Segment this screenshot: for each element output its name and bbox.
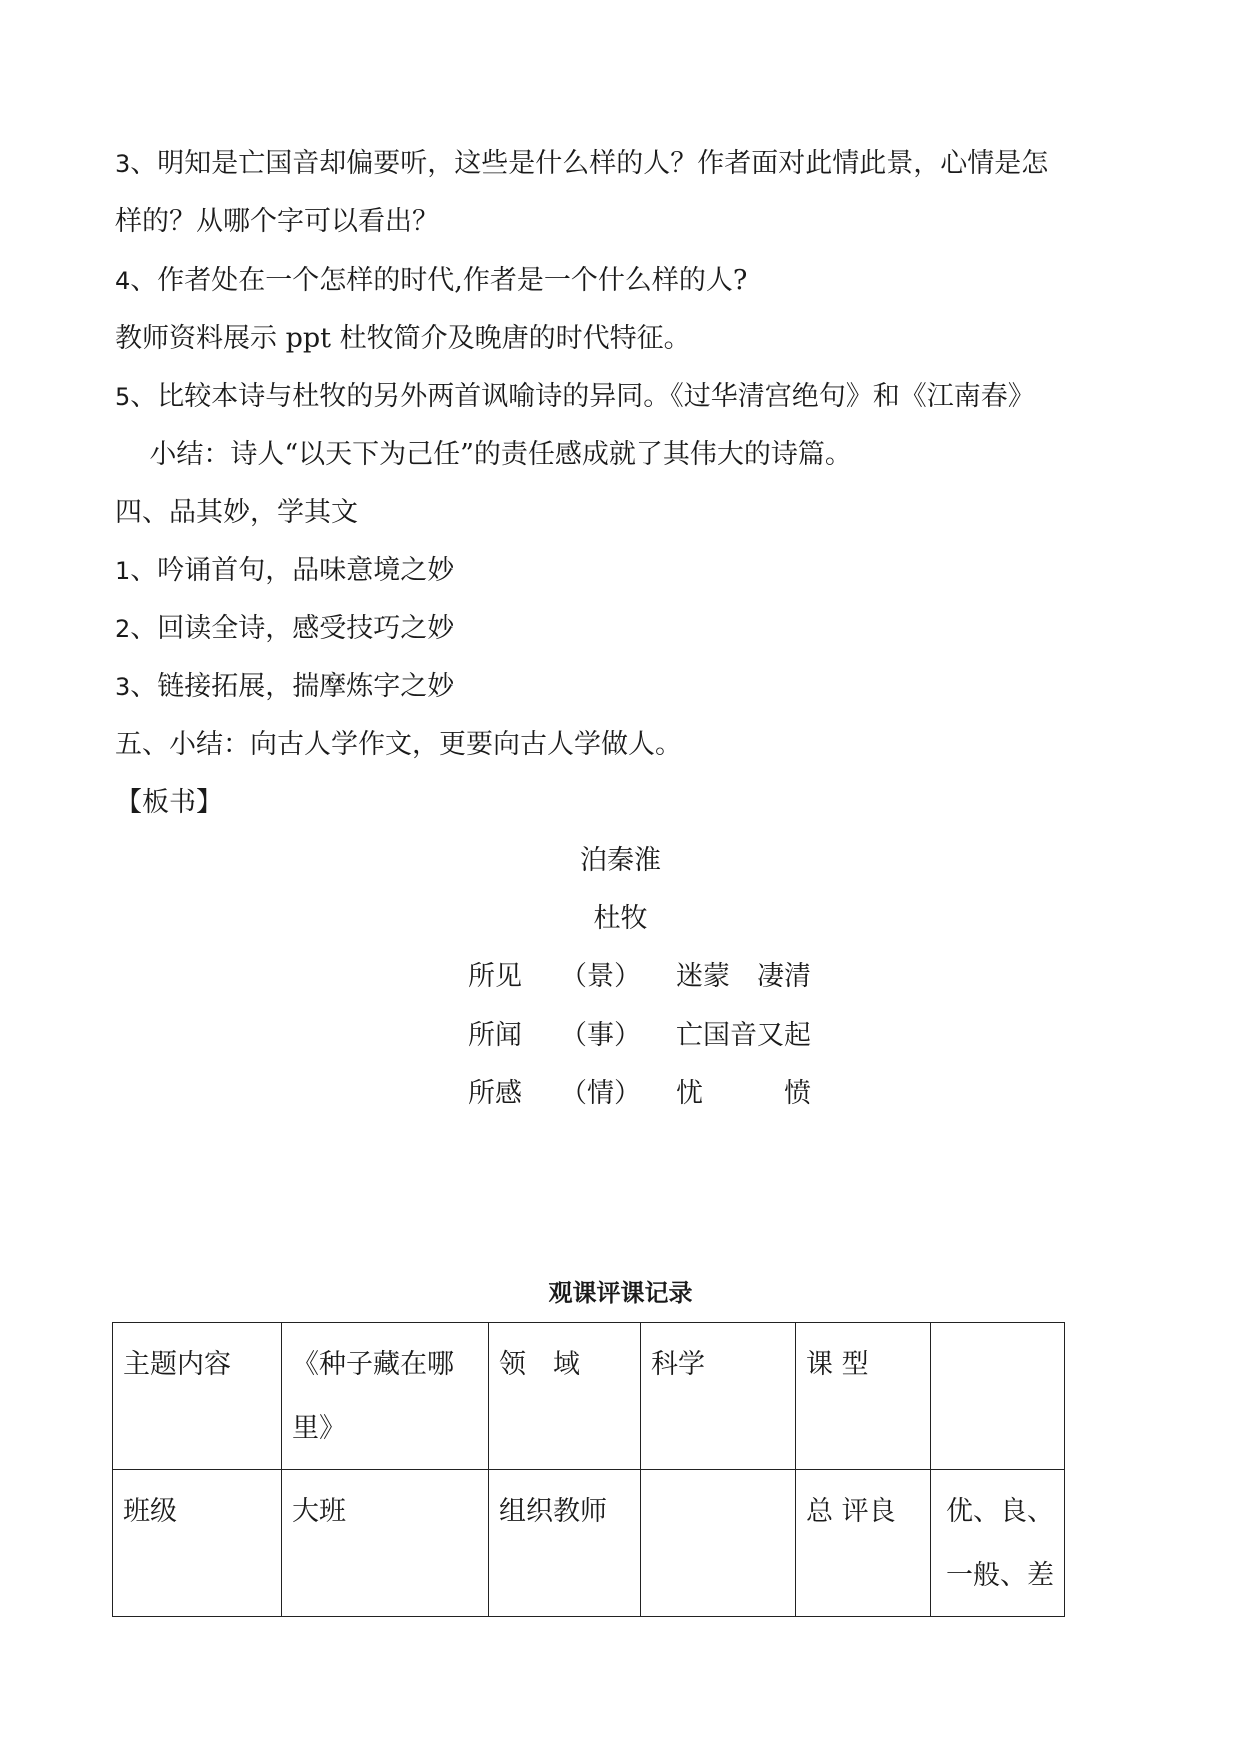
text-line-item1: 1、吟诵首句，品味意境之妙 [115,555,455,586]
poem-author: 杜牧 [593,903,648,934]
board-row-see: 所见 （景） 迷蒙 凄清 [468,961,811,992]
table-row [113,1323,1065,1470]
cell-rating-label: 总 评良 [796,1470,931,1617]
poem-title: 泊秦淮 [580,845,661,876]
cell-type-value [931,1323,1065,1470]
text-line-q5: 5、比较本诗与杜牧的另外两首讽喻诗的异同。《过华清宫绝句》和《江南春》 [115,381,1035,412]
text-line-summary: 小结：诗人“以天下为己任”的责任感成就了其伟大的诗篇。 [115,439,852,470]
text-line-item3: 3、链接拓展，揣摩炼字之妙 [115,671,455,702]
cell-class-value: 大班 [282,1470,489,1617]
board-heading: 【板书】 [115,787,223,818]
text-line-ppt: 教师资料展示 ppt 杜牧简介及晚唐的时代特征。 [115,323,691,354]
observation-record-table [112,1322,1065,1617]
table-row [113,1470,1065,1617]
cell-teacher-value [641,1470,796,1617]
text-line-q4: 4、作者处在一个怎样的时代,作者是一个什么样的人? [115,265,748,296]
text-line-item2: 2、回读全诗，感受技巧之妙 [115,613,455,644]
record-title: 观课评课记录 [548,1279,693,1307]
cell-teacher-label: 组织教师 [489,1470,641,1617]
cell-rating-options: 优、良、一般、差 [931,1470,1065,1617]
board-row-feel: 所感 （情） 忧 愤 [468,1078,811,1109]
board-row-hear: 所闻 （事） 亡国音又起 [468,1020,811,1051]
cell-domain-label: 领 域 [489,1323,641,1470]
cell-topic-value: 《种子藏在哪里》 [282,1323,489,1470]
cell-topic-label: 主题内容 [113,1323,282,1470]
section-heading-4: 四、品其妙，学其文 [115,497,358,528]
cell-domain-value: 科学 [641,1323,796,1470]
cell-class-label: 班级 [113,1470,282,1617]
cell-type-label: 课 型 [796,1323,931,1470]
text-line-q3: 3、明知是亡国音却偏要听，这些是什么样的人？作者面对此情此景，心情是怎 [115,148,1049,179]
section-heading-5: 五、小结：向古人学作文，更要向古人学做人。 [115,729,682,760]
text-line-q3-cont: 样的？从哪个字可以看出？ [115,206,439,237]
